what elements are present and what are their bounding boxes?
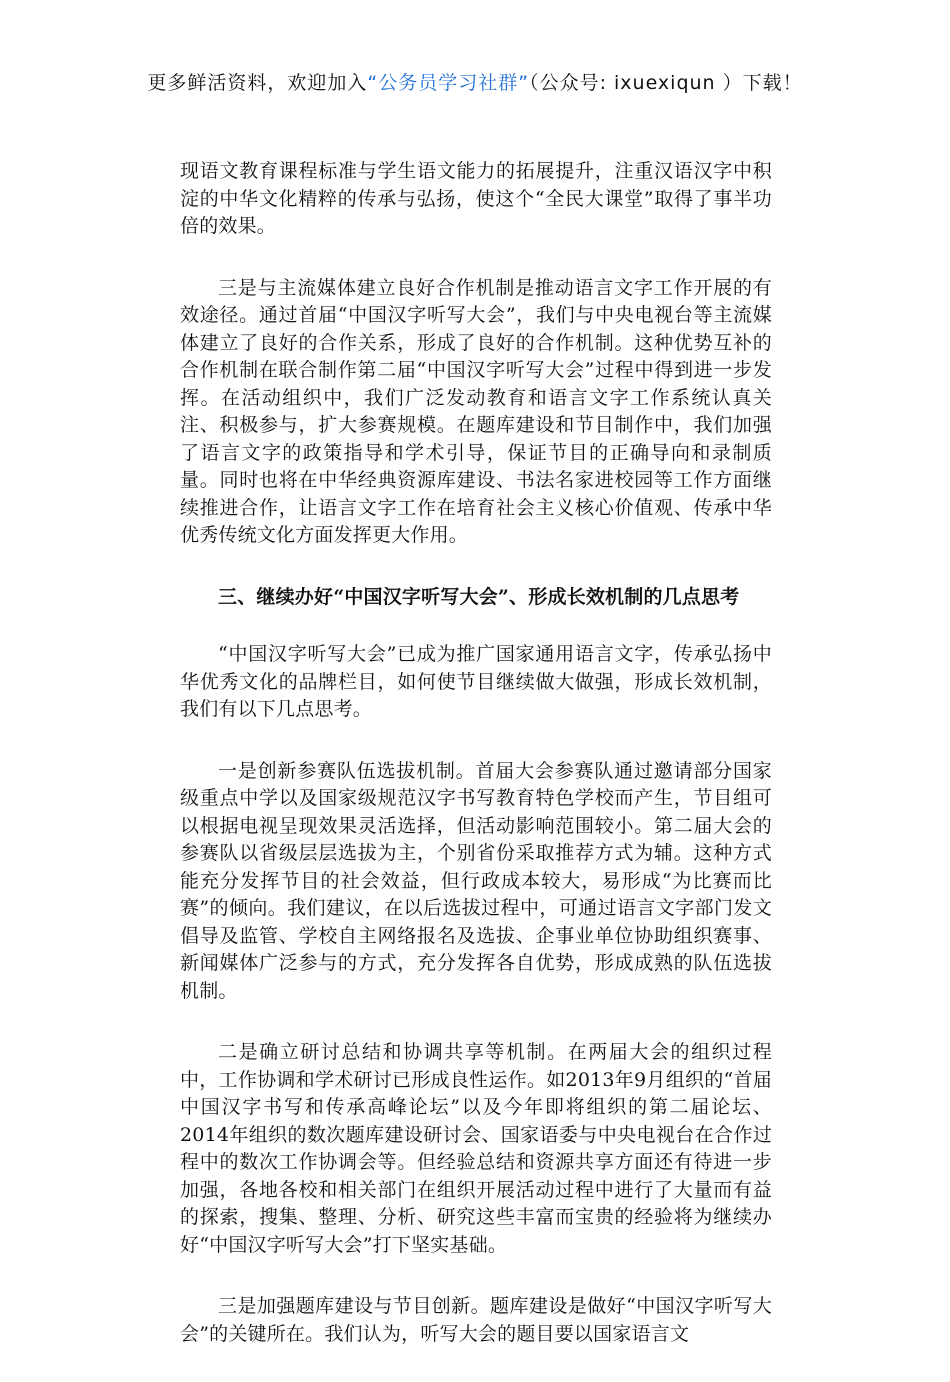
header-banner <box>0 68 950 95</box>
paragraph-continuation: 现语文教育课程标准与学生语文能力的拓展提升，注重汉语汉字中积淀的中华文化精粹的传承与弘扬，使这个“全民大课堂”取得了事半功倍的效果。 <box>180 160 772 237</box>
banner-prefix: 更多鲜活资料，欢迎加入 <box>147 72 368 94</box>
paragraph-media-cooperation: 三是与主流媒体建立良好合作机制是推动语言文字工作开展的有效途径。通过首届“中国汉字听写大会”，我们与中央电视台等主流媒体建立了良好的合作关系，形成了良好的合作机制。这种优势互补的合作机制在联合制作第二届“中国汉字听写大会”过程中得到进一步发挥。在活动组织中，我们广泛发动教育和语言文字工作系统认真关注、积极参与，扩大参赛规模。在题库建设和节目制作中，我们加强了语言文字的政策指导和学术引导，保证节目的正确导向和录制质量。同时也将在中华经典资源库建设、书法名家进校园等工作方面继续推进合作，让语言文字工作在培育社会主义核心价值观、传承中华优秀传统文化方面发挥更大作用。 <box>180 276 772 546</box>
paragraph-point-two: 二是确立研讨总结和协调共享等机制。在两届大会的组织过程中，工作协调和学术研讨已形成良性运作。如2013年9月组织的“首届中国汉字书写和传承高峰论坛”以及今年即将组织的第二届论坛、2014年组织的数次题库建设研讨会、国家语委与中央电视台在合作过程中的数次工作协调会等。但经验总结和资源共享方面还有待进一步加强，各地各校和相关部门在组织开展活动过程中进行了大量而有益的探索，搜集、整理、分析、研究这些丰富而宝贵的经验将为继续办好“中国汉字听写大会”打下坚实基础。 <box>180 1041 772 1256</box>
banner-community-name: “公务员学习社群” <box>367 72 530 94</box>
document-body <box>180 158 772 1382</box>
banner-suffix: （公众号: ixuexiqun ）下载！ <box>529 72 803 94</box>
paragraph-point-three: 三是加强题库建设与节目创新。题库建设是做好“中国汉字听写大会”的关键所在。我们认为，听写大会的题目要以国家语言文 <box>180 1295 772 1345</box>
paragraph-intro: “中国汉字听写大会”已成为推广国家通用语言文字，传承弘扬中华优秀文化的品牌栏目，如何使节目继续做大做强，形成长效机制，我们有以下几点思考。 <box>180 643 772 720</box>
section-heading: 三、继续办好“中国汉字听写大会”、形成长效机制的几点思考 <box>218 585 740 608</box>
paragraph-point-one: 一是创新参赛队伍选拔机制。首届大会参赛队通过邀请部分国家级重点中学以及国家级规范汉字书写教育特色学校而产生，节目组可以根据电视呈现效果灵活选择，但活动影响范围较小。第二届大会的参赛队以省级层层选拔为主，个别省份采取推荐方式为辅。这种方式能充分发挥节目的社会效益，但行政成本较大，易形成“为比赛而比赛”的倾向。我们建议，在以后选拔过程中，可通过语言文字部门发文倡导及监管、学校自主网络报名及选拔、企事业单位协助组织赛事、新闻媒体广泛参与的方式，充分发挥各自优势，形成成熟的队伍选拔机制。 <box>180 759 772 1002</box>
